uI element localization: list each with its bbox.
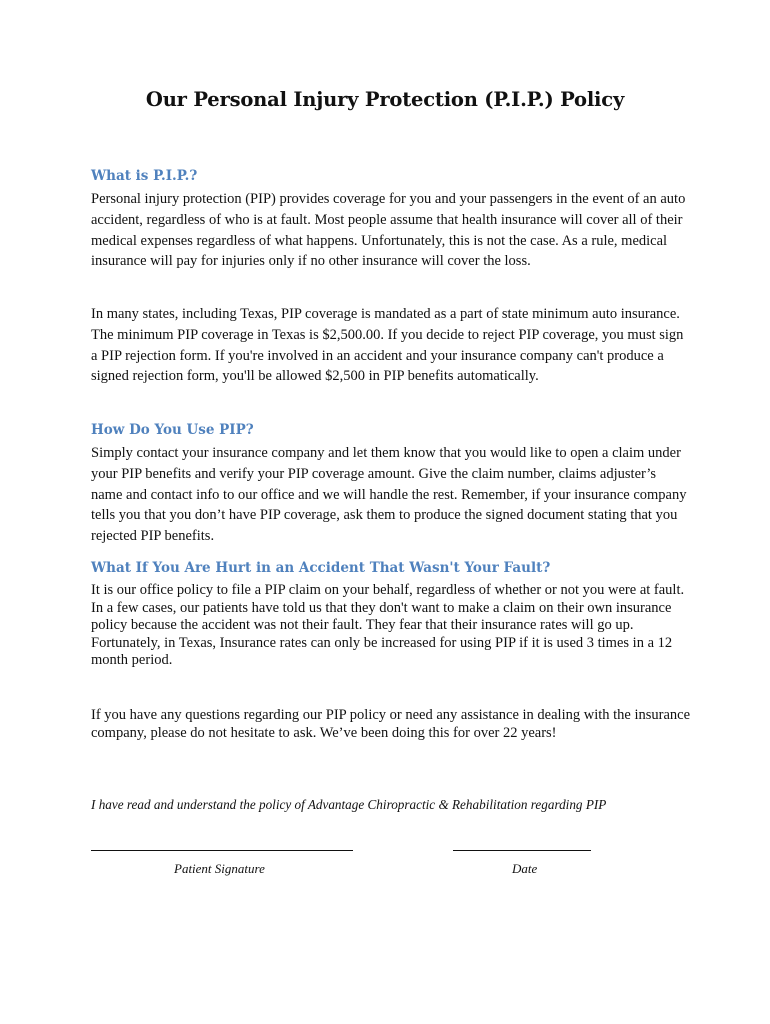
- section-heading-not-your-fault: What If You Are Hurt in an Accident That Wasn't Your Fault?: [91, 560, 551, 576]
- section-paragraph: In many states, including Texas, PIP coverage is mandated as a part of state minimum auto insurance. The minimum PIP coverage in Texas is $2,500.00. If you decide to reject PIP coverage, you must sign a PIP rejection form. If you're involved in an accident and your insurance company can't produce a signed rejection form, you'll be allowed $2,500 in PIP benefits automatically.: [91, 306, 684, 385]
- date-label: Date: [512, 861, 538, 876]
- patient-signature-label: Patient Signature: [174, 861, 265, 876]
- page-title: Our Personal Injury Protection (P.I.P.) Policy: [145, 88, 625, 111]
- patient-signature-line[interactable]: [91, 850, 353, 851]
- section-paragraph: Simply contact your insurance company and let them know that you would like to open a claim under your PIP benefits and verify your PIP coverage amount. Give the claim number, claims adjuster’s name and contact info to our office and we will handle the rest. Remember, if your insurance company tells you that you don’t have PIP coverage, ask them to produce the signed document stating that you rejected PIP benefits.: [91, 445, 687, 545]
- acknowledgement-statement: I have read and understand the policy of Advantage Chiropractic & Rehabilitation regarding PIP: [91, 797, 607, 812]
- section-paragraph: Personal injury protection (PIP) provides coverage for you and your passengers in the event of an auto accident, regardless of who is at fault. Most people assume that health insurance will cover all of their medical expenses regardless of what happens. Unfortunately, this is not the case. As a rule, medical insurance will pay for injuries only if no other insurance will cover the loss.: [91, 191, 686, 270]
- section-heading-how-to-use-pip: How Do You Use PIP?: [91, 422, 254, 438]
- section-heading-what-is-pip: What is P.I.P.?: [91, 168, 198, 184]
- closing-paragraph: If you have any questions regarding our PIP policy or need any assistance in dealing with the insurance company, please do not hesitate to ask. We’ve been doing this for over 22 years!: [91, 707, 691, 741]
- date-line[interactable]: [453, 850, 591, 851]
- section-paragraph: It is our office policy to file a PIP claim on your behalf, regardless of whether or not you were at fault. In a few cases, our patients have told us that they don't want to make a claim on their own insurance policy because the accident was not their fault. They fear that their insurance rates will go up. Fortunately, in Texas, Insurance rates can only be increased for using PIP if it is used 3 times in a 12 month period.: [91, 582, 685, 669]
